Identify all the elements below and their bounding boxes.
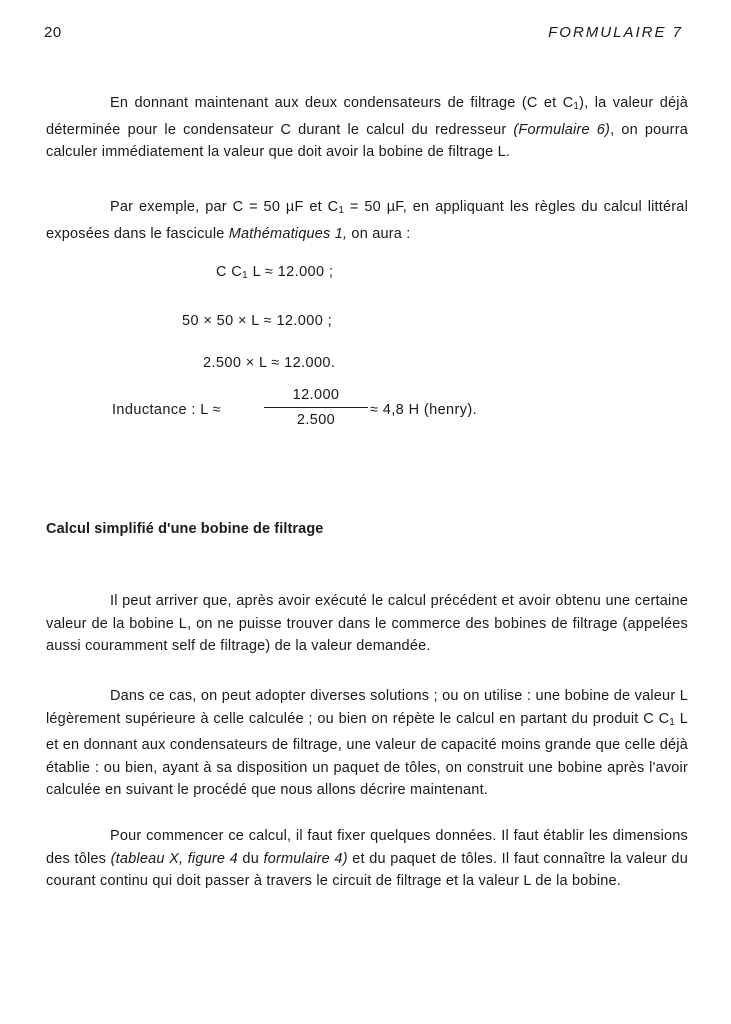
equation-2: 50 × 50 × L ≈ 12.000 ; (182, 313, 333, 329)
paragraph-intro (46, 92, 688, 164)
page-number: 20 (44, 24, 62, 41)
equation-3: 2.500 × L ≈ 12.000. (203, 355, 336, 371)
section-heading: Calcul simplifié d'une bobine de filtrage (46, 521, 324, 537)
equation-1 (216, 264, 333, 281)
text-segment: ), la valeur déjà déterminée pour le condensateur C durant le calcul du redresseur (46, 95, 688, 138)
subscript: 1 (242, 270, 249, 281)
text-segment: Dans ce cas, on peut adopter diverses solutions ; ou on utilise : une bobine de valeur L légèrement supérieure à celle calculée ; ou bien on répète le calcul en partant du produit C C (46, 688, 688, 727)
text-segment: En donnant maintenant aux deux condensateurs de filtrage (C et C (110, 95, 574, 111)
fraction-denominator: 2.500 (296, 412, 336, 428)
running-title: FORMULAIRE 7 (548, 24, 683, 41)
paragraph-data (46, 825, 688, 893)
fraction-bar (264, 407, 368, 408)
text-segment: , on pourra calculer immédiatement la valeur que doit avoir la bobine de filtrage L. (46, 121, 688, 160)
paragraph-context: Il peut arriver que, après avoir exécuté le calcul précédent et avoir obtenu une certaine valeur de la bobine L, on ne puisse trouver dans le commerce des bobines de filtrage (appelées aussi couramment self de filtrage) de la valeur demandée. (46, 593, 688, 654)
subscript: 1 (338, 205, 345, 216)
text-segment: et du paquet de tôles. Il faut connaître la valeur du courant continu qui doit passer à travers le circuit de filtrage et la valeur L de la bobine. (46, 850, 688, 889)
page-header (44, 24, 683, 44)
reference-mathematiques: Mathématiques 1, (228, 225, 348, 242)
paragraph-example (46, 196, 688, 245)
text-segment: du (237, 850, 264, 867)
text-segment: Par exemple, par C = 50 µF et C (110, 199, 339, 215)
text-segment: on aura : (347, 225, 411, 242)
reference-formulaire-4: formulaire 4) (263, 850, 348, 867)
reference-tableau: (tableau X, figure 4 (110, 850, 238, 867)
text-segment: Pour commencer ce calcul, il faut fixer quelques données. Il faut établir les dimensions des tôles (46, 828, 688, 867)
text-segment: = 50 µF, en appliquant les règles du calcul littéral exposées dans le fascicule (46, 199, 688, 242)
equation-text: C C (216, 264, 243, 280)
equation-text: L ≈ 12.000 ; (248, 264, 334, 280)
fraction (264, 385, 368, 430)
inductance-result: ≈ 4,8 H (henry). (370, 402, 478, 418)
fraction-numerator: 12.000 (292, 387, 340, 403)
subscript: 1 (669, 716, 676, 728)
paragraph-solutions (46, 685, 688, 802)
reference-formulaire: (Formulaire 6) (513, 121, 611, 138)
subscript: 1 (573, 101, 580, 112)
text-segment: L et en donnant aux condensateurs de filtrage, une valeur de capacité moins grande que celle déjà établie : ou bien, ayant à sa disposition un paquet de tôles, on construit une bobine après l'avoir calculée en suivant le procédé que nous allons décrire maintenant. (46, 710, 688, 798)
inductance-label: Inductance : L ≈ (112, 402, 221, 418)
